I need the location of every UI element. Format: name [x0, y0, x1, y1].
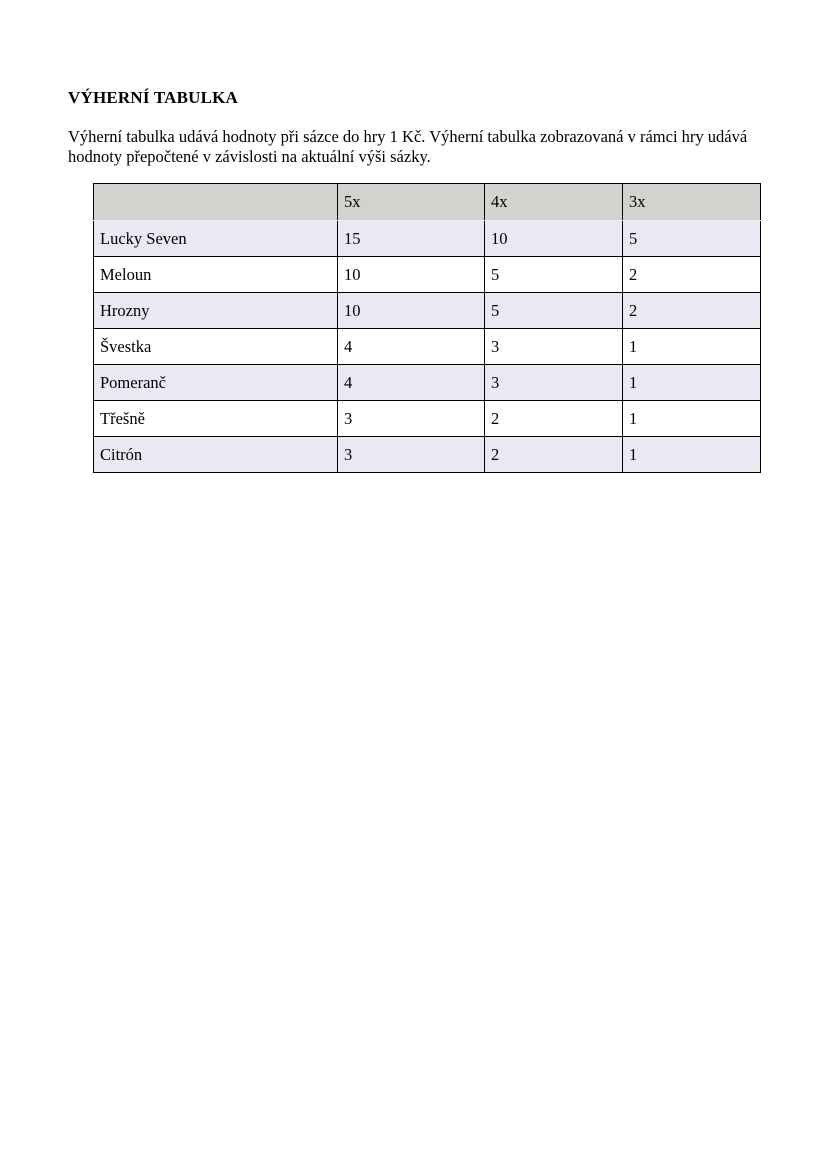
payout-cell: 3 [338, 437, 485, 473]
row-label: Meloun [94, 257, 338, 293]
header-cell-4x: 4x [485, 184, 623, 221]
table-row-pomeranc [94, 365, 761, 401]
page-title: VÝHERNÍ TABULKA [68, 88, 239, 107]
payout-cell: 2 [485, 437, 623, 473]
row-label: Třešně [94, 401, 338, 437]
table-row-tresne [94, 401, 761, 437]
payout-cell: 3 [485, 365, 623, 401]
payout-cell: 5 [485, 257, 623, 293]
payout-cell: 4 [338, 329, 485, 365]
payout-cell: 10 [338, 257, 485, 293]
payout-cell: 2 [623, 257, 761, 293]
intro-paragraph: Výherní tabulka udává hodnoty při sázce do hry 1 Kč. Výherní tabulka zobrazovaná v rámci hry udává hodnoty přepočtené v závislosti na aktuální výši sázky. [68, 127, 748, 166]
header-cell-empty [94, 184, 338, 221]
payout-cell: 15 [338, 221, 485, 257]
payout-cell: 1 [623, 401, 761, 437]
payout-cell: 5 [623, 221, 761, 257]
payout-cell: 1 [623, 329, 761, 365]
payout-cell: 3 [338, 401, 485, 437]
header-cell-5x: 5x [338, 184, 485, 221]
table-row-svestka [94, 329, 761, 365]
payout-cell: 4 [338, 365, 485, 401]
header-cell-3x: 3x [623, 184, 761, 221]
row-label: Lucky Seven [94, 221, 338, 257]
table-row-citron [94, 437, 761, 473]
table-header-row [94, 184, 761, 221]
payout-cell: 1 [623, 437, 761, 473]
payout-cell: 2 [623, 293, 761, 329]
payout-cell: 5 [485, 293, 623, 329]
payout-cell: 10 [338, 293, 485, 329]
payout-cell: 1 [623, 365, 761, 401]
payout-table [93, 183, 761, 473]
payout-cell: 3 [485, 329, 623, 365]
payout-cell: 2 [485, 401, 623, 437]
row-label: Citrón [94, 437, 338, 473]
payout-cell: 10 [485, 221, 623, 257]
table-row-lucky-seven [94, 221, 761, 257]
row-label: Hrozny [94, 293, 338, 329]
row-label: Pomeranč [94, 365, 338, 401]
table-row-hrozny [94, 293, 761, 329]
row-label: Švestka [94, 329, 338, 365]
table-row-meloun [94, 257, 761, 293]
